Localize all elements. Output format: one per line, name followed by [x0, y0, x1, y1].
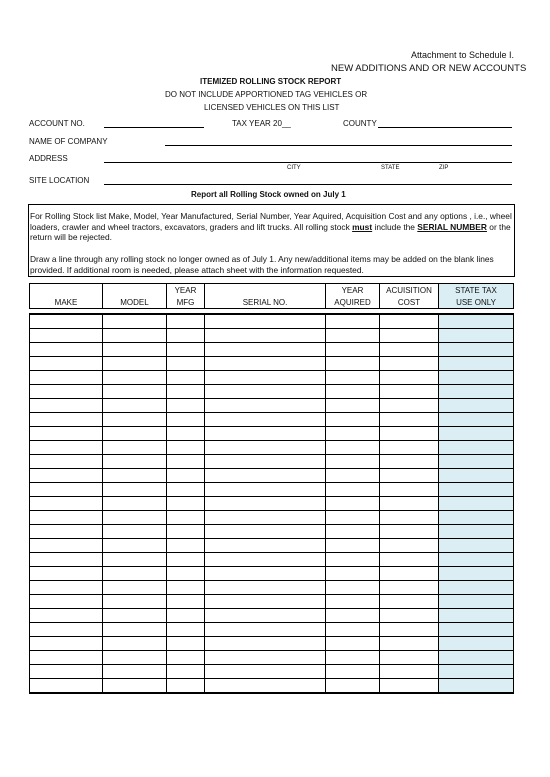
cell-model[interactable] — [103, 595, 167, 609]
instructions-text: For Rolling Stock list Make, Model, Year Manufactured, Serial Number, Year Aquired, Acquisition Cost and any options , i.e., wheel loaders, crawler and wheel tractors, excavators, graders and lift trucks. All rolling stock — [30, 211, 512, 232]
city-label: CITY — [287, 165, 301, 171]
cell-make[interactable] — [30, 679, 103, 694]
cell-serial-no[interactable] — [205, 539, 326, 553]
cell-model[interactable] — [103, 665, 167, 679]
cell-cost[interactable] — [380, 595, 439, 609]
cell-year-aquired[interactable] — [326, 637, 380, 651]
cell-year-mfg[interactable] — [167, 357, 205, 371]
cell-state-use — [439, 357, 514, 371]
cell-serial-no[interactable] — [205, 497, 326, 511]
serial-number-emphasis: SERIAL NUMBER — [417, 221, 487, 232]
table-row — [30, 525, 514, 539]
cell-year-mfg[interactable] — [167, 581, 205, 595]
table-row — [30, 329, 514, 343]
cell-model[interactable] — [103, 525, 167, 539]
cell-cost[interactable] — [380, 623, 439, 637]
cell-serial-no[interactable] — [205, 314, 326, 329]
cell-state-use — [439, 623, 514, 637]
cell-make[interactable] — [30, 497, 103, 511]
cell-state-use — [439, 385, 514, 399]
cell-state-use — [439, 497, 514, 511]
cell-year-aquired[interactable] — [326, 497, 380, 511]
cell-year-mfg[interactable] — [167, 511, 205, 525]
cell-make[interactable] — [30, 427, 103, 441]
table-row — [30, 511, 514, 525]
cell-serial-no[interactable] — [205, 427, 326, 441]
table-row — [30, 539, 514, 553]
cell-serial-no[interactable] — [205, 329, 326, 343]
column-header-year-aquired: AQUIRED — [326, 296, 380, 309]
cell-year-mfg[interactable] — [167, 595, 205, 609]
cell-state-use — [439, 441, 514, 455]
cell-model[interactable] — [103, 469, 167, 483]
cell-state-use — [439, 371, 514, 385]
cell-year-aquired[interactable] — [326, 399, 380, 413]
cell-serial-no[interactable] — [205, 357, 326, 371]
cell-model[interactable] — [103, 413, 167, 427]
cell-cost[interactable] — [380, 665, 439, 679]
cell-year-aquired[interactable] — [326, 469, 380, 483]
table-row — [30, 665, 514, 679]
account-no-label: ACCOUNT NO. — [29, 119, 85, 128]
cell-serial-no[interactable] — [205, 385, 326, 399]
column-header-serial-no: SERIAL NO. — [205, 296, 326, 309]
table-header-row-bottom — [30, 296, 514, 309]
table-row — [30, 455, 514, 469]
table-row — [30, 413, 514, 427]
cell-year-aquired[interactable] — [326, 483, 380, 497]
cell-make[interactable] — [30, 567, 103, 581]
cell-serial-no[interactable] — [205, 371, 326, 385]
cell-year-aquired[interactable] — [326, 343, 380, 357]
cell-state-use — [439, 314, 514, 329]
cell-year-mfg[interactable] — [167, 539, 205, 553]
cell-year-aquired[interactable] — [326, 525, 380, 539]
cell-year-aquired[interactable] — [326, 567, 380, 581]
cell-serial-no[interactable] — [205, 651, 326, 665]
cell-serial-no[interactable] — [205, 637, 326, 651]
cell-model[interactable] — [103, 623, 167, 637]
cell-serial-no[interactable] — [205, 609, 326, 623]
cell-cost[interactable] — [380, 497, 439, 511]
address-line[interactable] — [104, 162, 512, 163]
cell-make[interactable] — [30, 595, 103, 609]
cell-model[interactable] — [103, 679, 167, 694]
table-row — [30, 595, 514, 609]
cell-model[interactable] — [103, 371, 167, 385]
cell-year-aquired[interactable] — [326, 385, 380, 399]
form-title: ITEMIZED ROLLING STOCK REPORT — [200, 77, 342, 86]
cell-year-aquired[interactable] — [326, 413, 380, 427]
county-label: COUNTY — [343, 119, 377, 128]
county-line[interactable] — [378, 127, 512, 128]
cell-cost[interactable] — [380, 581, 439, 595]
cell-state-use — [439, 329, 514, 343]
cell-make[interactable] — [30, 623, 103, 637]
cell-serial-no[interactable] — [205, 679, 326, 694]
cell-cost[interactable] — [380, 567, 439, 581]
cell-cost[interactable] — [380, 511, 439, 525]
cell-year-aquired[interactable] — [326, 511, 380, 525]
cell-year-mfg[interactable] — [167, 329, 205, 343]
cell-model[interactable] — [103, 553, 167, 567]
cell-serial-no[interactable] — [205, 581, 326, 595]
cell-serial-no[interactable] — [205, 567, 326, 581]
cell-state-use — [439, 539, 514, 553]
cell-year-mfg[interactable] — [167, 469, 205, 483]
cell-make[interactable] — [30, 357, 103, 371]
cell-model[interactable] — [103, 567, 167, 581]
cell-state-use — [439, 413, 514, 427]
cell-cost[interactable] — [380, 651, 439, 665]
account-no-line[interactable] — [104, 127, 204, 128]
cell-serial-no[interactable] — [205, 441, 326, 455]
column-header-cost: COST — [380, 296, 439, 309]
cell-year-mfg[interactable] — [167, 455, 205, 469]
cell-year-mfg[interactable] — [167, 665, 205, 679]
cell-model[interactable] — [103, 314, 167, 329]
cell-make[interactable] — [30, 511, 103, 525]
cell-make[interactable] — [30, 581, 103, 595]
cell-model[interactable] — [103, 455, 167, 469]
cell-make[interactable] — [30, 469, 103, 483]
rolling-stock-table — [29, 283, 514, 694]
cell-cost[interactable] — [380, 637, 439, 651]
cell-make[interactable] — [30, 525, 103, 539]
cell-make[interactable] — [30, 483, 103, 497]
cell-year-mfg[interactable] — [167, 371, 205, 385]
cell-year-mfg[interactable] — [167, 427, 205, 441]
cell-make[interactable] — [30, 553, 103, 567]
cell-year-mfg[interactable] — [167, 413, 205, 427]
table-row — [30, 497, 514, 511]
cell-make[interactable] — [30, 651, 103, 665]
cell-year-aquired[interactable] — [326, 665, 380, 679]
cell-model[interactable] — [103, 329, 167, 343]
instructions-text: include the — [372, 221, 418, 232]
table-row — [30, 357, 514, 371]
cell-make[interactable] — [30, 371, 103, 385]
cell-year-aquired[interactable] — [326, 595, 380, 609]
site-location-label: SITE LOCATION — [29, 176, 90, 185]
cell-model[interactable] — [103, 343, 167, 357]
must-emphasis: must — [352, 221, 373, 232]
cell-year-aquired[interactable] — [326, 329, 380, 343]
cell-state-use — [439, 343, 514, 357]
cell-year-mfg[interactable] — [167, 441, 205, 455]
cell-make[interactable] — [30, 609, 103, 623]
cell-make[interactable] — [30, 343, 103, 357]
cell-make[interactable] — [30, 637, 103, 651]
cell-model[interactable] — [103, 483, 167, 497]
cell-year-mfg[interactable] — [167, 567, 205, 581]
instructions-paragraph-1 — [30, 211, 514, 243]
cell-cost[interactable] — [380, 679, 439, 694]
cell-year-aquired[interactable] — [326, 581, 380, 595]
cell-state-use — [439, 679, 514, 694]
cell-year-aquired[interactable] — [326, 427, 380, 441]
cell-year-aquired[interactable] — [326, 679, 380, 694]
cell-make[interactable] — [30, 455, 103, 469]
cell-cost[interactable] — [380, 357, 439, 371]
table-row — [30, 469, 514, 483]
column-header: YEAR — [167, 284, 205, 297]
cell-year-aquired[interactable] — [326, 455, 380, 469]
cell-year-mfg[interactable] — [167, 497, 205, 511]
form-subtitle: NEW ADDITIONS AND OR NEW ACCOUNTS — [331, 63, 527, 74]
cell-serial-no[interactable] — [205, 399, 326, 413]
cell-make[interactable] — [30, 314, 103, 329]
cell-state-use — [439, 483, 514, 497]
address-label: ADDRESS — [29, 154, 68, 163]
cell-year-aquired[interactable] — [326, 553, 380, 567]
cell-cost[interactable] — [380, 329, 439, 343]
cell-model[interactable] — [103, 609, 167, 623]
cell-cost[interactable] — [380, 469, 439, 483]
cell-year-mfg[interactable] — [167, 399, 205, 413]
table-row — [30, 343, 514, 357]
cell-year-aquired[interactable] — [326, 623, 380, 637]
column-header-make: MAKE — [30, 296, 103, 309]
instructions-paragraph-2: Draw a line through any rolling stock no longer owned as of July 1. Any new/additional items may be added on the blank lines provided. If additional room is needed, please attach sheet with the information requested. — [30, 254, 494, 275]
cell-year-aquired[interactable] — [326, 314, 380, 329]
table-row — [30, 623, 514, 637]
cell-make[interactable] — [30, 329, 103, 343]
column-header — [205, 284, 326, 297]
state-label: STATE — [381, 165, 400, 171]
cell-state-use — [439, 511, 514, 525]
cell-make[interactable] — [30, 539, 103, 553]
cell-state-use — [439, 665, 514, 679]
column-header — [103, 284, 167, 297]
cell-year-mfg[interactable] — [167, 314, 205, 329]
table-row — [30, 371, 514, 385]
exclusion-note-1: DO NOT INCLUDE APPORTIONED TAG VEHICLES OR — [165, 90, 368, 99]
cell-state-use — [439, 637, 514, 651]
cell-state-use — [439, 595, 514, 609]
cell-model[interactable] — [103, 581, 167, 595]
cell-year-aquired[interactable] — [326, 357, 380, 371]
table-row — [30, 483, 514, 497]
table-row — [30, 637, 514, 651]
cell-make[interactable] — [30, 441, 103, 455]
table-row — [30, 385, 514, 399]
company-line[interactable] — [165, 145, 512, 146]
column-header: ACUISITION — [380, 284, 439, 297]
cell-make[interactable] — [30, 665, 103, 679]
company-label: NAME OF COMPANY — [29, 137, 108, 146]
exclusion-note-2: LICENSED VEHICLES ON THIS LIST — [204, 103, 340, 112]
cell-state-use — [439, 651, 514, 665]
cell-year-mfg[interactable] — [167, 343, 205, 357]
cell-state-use — [439, 525, 514, 539]
cell-year-aquired[interactable] — [326, 441, 380, 455]
column-header-state-use: USE ONLY — [439, 296, 514, 309]
cell-cost[interactable] — [380, 553, 439, 567]
cell-cost[interactable] — [380, 539, 439, 553]
cell-year-mfg[interactable] — [167, 483, 205, 497]
cell-serial-no[interactable] — [205, 525, 326, 539]
cell-cost[interactable] — [380, 371, 439, 385]
cell-year-mfg[interactable] — [167, 525, 205, 539]
cell-cost[interactable] — [380, 399, 439, 413]
cell-model[interactable] — [103, 399, 167, 413]
cell-serial-no[interactable] — [205, 413, 326, 427]
column-header — [30, 284, 103, 297]
cell-cost[interactable] — [380, 441, 439, 455]
column-header: YEAR — [326, 284, 380, 297]
cell-year-mfg[interactable] — [167, 637, 205, 651]
table-row — [30, 553, 514, 567]
cell-year-mfg[interactable] — [167, 679, 205, 694]
site-location-line[interactable] — [104, 184, 512, 185]
column-header-model: MODEL — [103, 296, 167, 309]
cell-model[interactable] — [103, 637, 167, 651]
tax-year-label: TAX YEAR 20__ — [232, 119, 291, 128]
cell-model[interactable] — [103, 357, 167, 371]
cell-year-mfg[interactable] — [167, 385, 205, 399]
cell-state-use — [439, 399, 514, 413]
table-row — [30, 679, 514, 694]
attachment-label: Attachment to Schedule I. — [410, 50, 514, 60]
table-row — [30, 651, 514, 665]
cell-make[interactable] — [30, 385, 103, 399]
cell-model[interactable] — [103, 441, 167, 455]
cell-cost[interactable] — [380, 455, 439, 469]
cell-model[interactable] — [103, 427, 167, 441]
cell-serial-no[interactable] — [205, 553, 326, 567]
cell-make[interactable] — [30, 413, 103, 427]
cell-state-use — [439, 581, 514, 595]
cell-serial-no[interactable] — [205, 623, 326, 637]
cell-year-aquired[interactable] — [326, 609, 380, 623]
zip-label: ZIP — [439, 165, 449, 171]
cell-make[interactable] — [30, 399, 103, 413]
cell-state-use — [439, 609, 514, 623]
cell-cost[interactable] — [380, 483, 439, 497]
cell-serial-no[interactable] — [205, 665, 326, 679]
cell-cost[interactable] — [380, 525, 439, 539]
cell-year-mfg[interactable] — [167, 651, 205, 665]
cell-serial-no[interactable] — [205, 343, 326, 357]
table-header-row-top — [30, 284, 514, 297]
cell-serial-no[interactable] — [205, 455, 326, 469]
cell-model[interactable] — [103, 651, 167, 665]
cell-state-use — [439, 455, 514, 469]
cell-state-use — [439, 469, 514, 483]
cell-model[interactable] — [103, 385, 167, 399]
column-header-year-mfg: MFG — [167, 296, 205, 309]
cell-cost[interactable] — [380, 427, 439, 441]
cell-model[interactable] — [103, 511, 167, 525]
table-row — [30, 441, 514, 455]
cell-year-mfg[interactable] — [167, 609, 205, 623]
cell-model[interactable] — [103, 497, 167, 511]
table-row — [30, 581, 514, 595]
cell-serial-no[interactable] — [205, 595, 326, 609]
table-row — [30, 314, 514, 329]
cell-state-use — [439, 427, 514, 441]
cell-year-aquired[interactable] — [326, 651, 380, 665]
cell-cost[interactable] — [380, 609, 439, 623]
cell-cost[interactable] — [380, 343, 439, 357]
cell-year-mfg[interactable] — [167, 553, 205, 567]
column-header: STATE TAX — [439, 284, 514, 297]
cell-model[interactable] — [103, 539, 167, 553]
report-heading: Report all Rolling Stock owned on July 1 — [191, 190, 346, 199]
table-row — [30, 399, 514, 413]
cell-serial-no[interactable] — [205, 511, 326, 525]
cell-year-aquired[interactable] — [326, 371, 380, 385]
cell-state-use — [439, 553, 514, 567]
cell-state-use — [439, 567, 514, 581]
cell-cost[interactable] — [380, 314, 439, 329]
cell-serial-no[interactable] — [205, 469, 326, 483]
cell-serial-no[interactable] — [205, 483, 326, 497]
cell-cost[interactable] — [380, 385, 439, 399]
instructions-text: or the return will be rejected. — [30, 221, 511, 242]
cell-cost[interactable] — [380, 413, 439, 427]
table-row — [30, 427, 514, 441]
table-row — [30, 567, 514, 581]
cell-year-aquired[interactable] — [326, 539, 380, 553]
table-row — [30, 609, 514, 623]
cell-year-mfg[interactable] — [167, 623, 205, 637]
